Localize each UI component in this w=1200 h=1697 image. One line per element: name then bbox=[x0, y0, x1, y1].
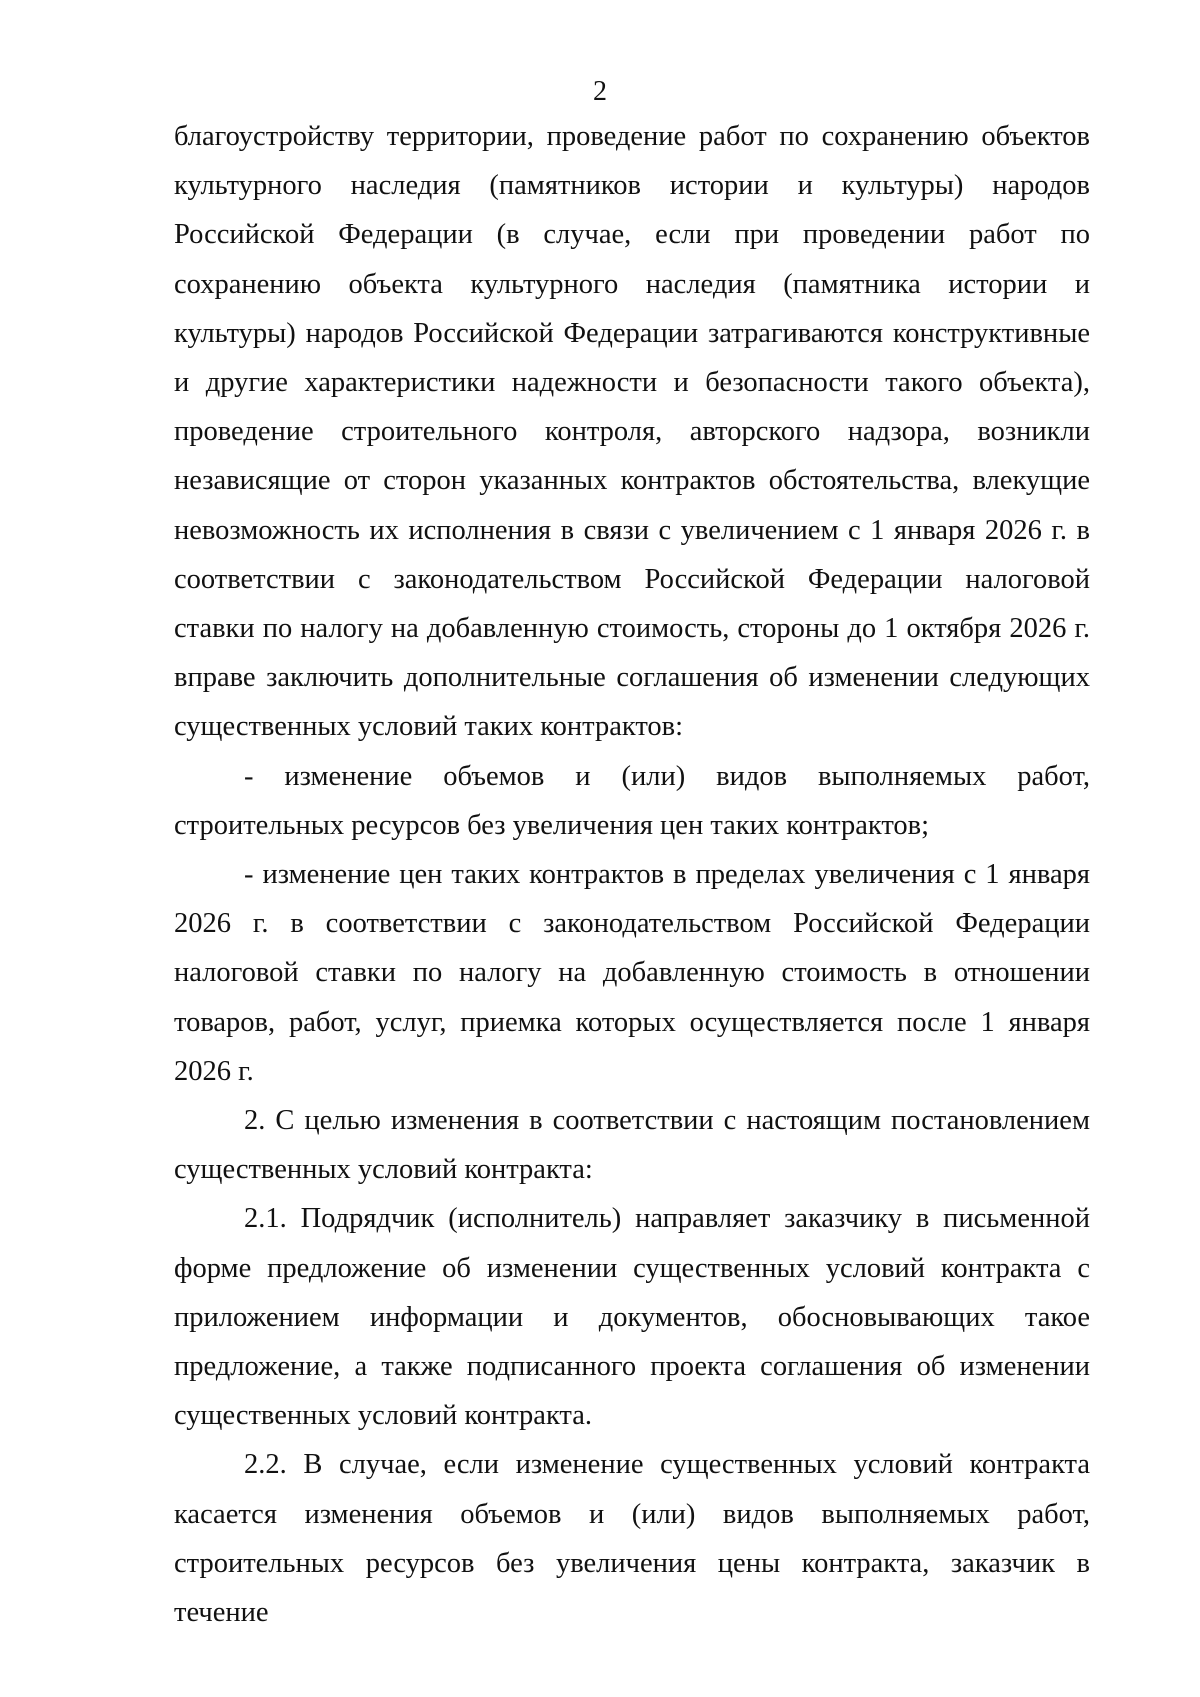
paragraph-list-item-2: - изменение цен таких контрактов в пределах увеличения с 1 января 2026 г. в соответствии с законодательством Российской Федерации налоговой ставки по налогу на добавленную стоимость в отношении товаров, работ, услуг, приемка которых осуществляется после 1 января 2026 г. bbox=[174, 859, 1090, 1087]
paragraph-clause-2-2: 2.2. В случае, если изменение существенных условий контракта касается изменения объемов и (или) видов выполняемых работ, строительных ресурсов без увеличения цены контракта, заказчик в течение bbox=[174, 1449, 1090, 1629]
paragraph-continuation: благоустройству территории, проведение работ по сохранению объектов культурного наследия (памятников истории и культуры) народов Российской Федерации (в случае, если при проведении работ по сохранению объекта культурного наследия (памятника истории и культуры) народов Российской Федерации затрагиваются конструктивные и другие характеристики надежности и безопасности такого объекта), проведение строительного контроля, авторского надзора, возникли независящие от сторон указанных контрактов обстоятельства, влекущие невозможность их исполнения в связи с увеличением с 1 января 2026 г. в соответствии с законодательством Российской Федерации налоговой ставки по налогу на добавленную стоимость, стороны до 1 октября 2026 г. вправе заключить дополнительные соглашения об изменении следующих существенных условий таких контрактов: bbox=[174, 121, 1090, 743]
page-number: 2 bbox=[593, 76, 607, 107]
document-body bbox=[174, 112, 1090, 1637]
paragraph-list-item-1: - изменение объемов и (или) видов выполняемых работ, строительных ресурсов без увеличения цен таких контрактов; bbox=[174, 760, 1090, 841]
paragraph-clause-2-1: 2.1. Подрядчик (исполнитель) направляет заказчику в письменной форме предложение об изменении существенных условий контракта с приложением информации и документов, обосновывающих такое предложение, а также подписанного проекта соглашения об изменении существенных условий контракта. bbox=[174, 1203, 1090, 1432]
paragraph-clause-2: 2. С целью изменения в соответствии с настоящим постановлением существенных условий контракта: bbox=[174, 1105, 1090, 1186]
